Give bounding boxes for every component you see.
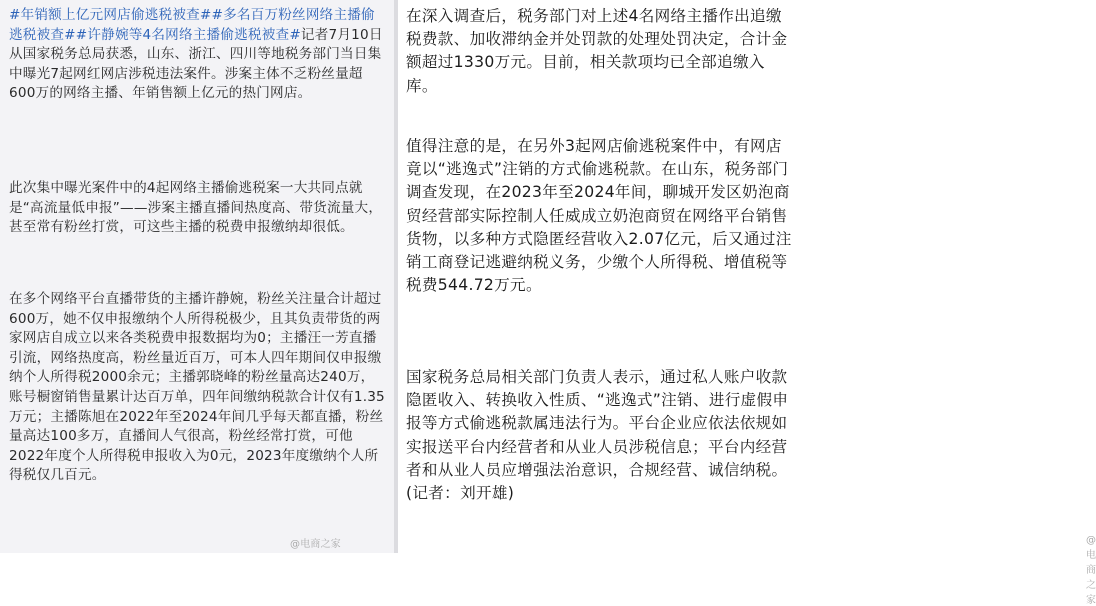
watermark: @电商之家 bbox=[290, 539, 341, 550]
left-article-panel bbox=[0, 0, 394, 553]
article-paragraph-intro bbox=[9, 6, 387, 104]
hashtag-link[interactable]: #许静婉等4名网络主播偷逃税被查# bbox=[75, 26, 301, 43]
intro-text: 记者7月10日从国家税务总局获悉，山东、浙江、四川等地税务部门当日集中曝光7起网红网店涉税违法案件。涉案主体不乏粉丝量超600万的网络主播、年销售额上亿元的热门网店。 bbox=[9, 26, 383, 102]
article-paragraph-2: 此次集中曝光案件中的4起网络主播偷逃税案一大共同点就是“高流量低申报”——涉案主播直播间热度高、带货流量大，甚至常有粉丝打赏，可这些主播的税费申报缴纳却很低。 bbox=[9, 180, 383, 236]
hashtag-link[interactable]: #年销额上亿元网店偷逃税被查# bbox=[9, 7, 212, 23]
article-paragraph-penalty: 在深入调查后，税务部门对上述4名网络主播作出追缴税费款、加收滞纳金并处罚款的处理处罚决定，合计金额超过1330万元。目前，相关款项均已全部追缴入库。 bbox=[406, 7, 788, 95]
article-paragraph-3: 在多个网络平台直播带货的主播许静婉，粉丝关注量合计超过600万，她不仅申报缴纳个人所得税极少，且其负责带货的两家网店自成立以来各类税费申报数据均为0；主播汪一芳直播引流，网络热度高，粉丝量近百万，可本人四年期间仅申报缴纳个人所得税2000余元；主播郭晓峰的粉丝量高达240万，账号橱窗销售量累计达百万单，四年间缴纳税款合计仅有1.35万元；主播陈旭在2022年至2024年间几乎每天都直播，粉丝量高达100多万，直播间人气很高，粉丝经常打赏，可他2022年度个人所得税申报收入为0元，2023年度缴纳个人所得税仅几百元。 bbox=[9, 291, 385, 484]
article-paragraph-official-statement: 国家税务总局相关部门负责人表示，通过私人账户收款隐匿收入、转换收入性质、“逃逸式”注销、进行虚假申报等方式偷逃税款属违法行为。平台企业应依法依规如实报送平台内经营者和从业人员涉税信息；平台内经营者和从业人员应增强法治意识，合规经营、诚信纳税。(记者：刘开雄) bbox=[406, 368, 789, 503]
watermark: @电商之家 bbox=[1086, 535, 1096, 606]
article-paragraph-shop-case: 值得注意的是，在另外3起网店偷逃税案件中，有网店竟以“逃逸式”注销的方式偷逃税款。在山东，税务部门调查发现，在2023年至2024年间，聊城开发区奶泡商贸经营部实际控制人任威成立奶泡商贸在网络平台销售货物，以多种方式隐匿经营收入2.07亿元，后又通过注销工商登记逃避纳税义务，少缴个人所得税、增值税等税费544.72万元。 bbox=[406, 137, 792, 295]
right-article-panel bbox=[398, 0, 1096, 606]
hashtag-link[interactable]: #多名百万粉丝网络主播偷逃税被查# bbox=[9, 7, 375, 43]
